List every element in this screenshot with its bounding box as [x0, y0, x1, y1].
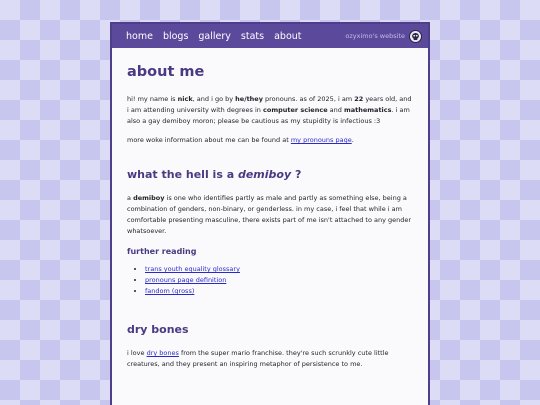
age-text: 22: [354, 95, 364, 103]
fandom-link[interactable]: fandom (gross): [145, 287, 195, 295]
drybones-paragraph: i love dry bones from the super mario franchise. they're such scrunkly cute little creatures, and they present an inspiring metaphor of persistence to me.: [127, 349, 389, 368]
site-title[interactable]: ozyximo's website: [345, 32, 405, 40]
drybones-link[interactable]: dry bones: [146, 349, 179, 357]
demiboy-heading: what the hell is a demiboy ?: [127, 168, 302, 181]
demiboy-heading-term: demiboy: [237, 168, 292, 181]
pronouns-page-definition-link[interactable]: pronouns page definition: [145, 276, 227, 284]
nav-link-about[interactable]: about: [274, 30, 302, 42]
nav-link-blogs[interactable]: blogs: [162, 30, 189, 42]
further-reading-list: [127, 264, 413, 297]
nav-link-home[interactable]: home: [126, 30, 153, 42]
nav-links: [126, 31, 345, 42]
drybones-heading: dry bones: [127, 323, 189, 336]
about-title: about me: [127, 64, 205, 80]
list-item: [145, 286, 413, 297]
main-window: [110, 22, 430, 405]
pronouns-paragraph: more woke information about me can be found at my pronouns page.: [127, 136, 354, 144]
name-text: nick: [177, 95, 193, 103]
further-reading-heading: further reading: [127, 247, 197, 256]
list-item: [145, 264, 413, 275]
pronouns-text: he/they: [235, 95, 263, 103]
list-item: [145, 275, 413, 286]
content-area: [112, 48, 428, 370]
degree-math-text: mathematics: [343, 106, 392, 114]
navbar: [112, 24, 428, 48]
trans-youth-glossary-link[interactable]: trans youth equality glossary: [145, 265, 240, 273]
site-logo-icon[interactable]: [409, 30, 422, 43]
demiboy-term: demiboy: [133, 194, 165, 202]
nav-link-stats[interactable]: stats: [240, 30, 265, 42]
pronouns-page-link[interactable]: my pronouns page: [290, 136, 352, 144]
nav-link-gallery[interactable]: gallery: [198, 30, 231, 42]
about-intro-paragraph: hi! my name is nick, and i go by he/they pronouns. as of 2025, i am 22 years old, and i am attending university with degrees in computer science and mathematics. i am also a gay demiboy moron; please be cautious as my stupidity is infectious :3: [127, 95, 412, 125]
demiboy-paragraph: a demiboy is one who identifies partly as male and partly as something else, being a combination of genders, non-binary, or genderless. in my case, i feel that while i am comfortable presenting masculine, there exists part of me isn't attached to any gender whatsoever.: [127, 194, 412, 235]
degree-cs-text: computer science: [263, 106, 328, 114]
